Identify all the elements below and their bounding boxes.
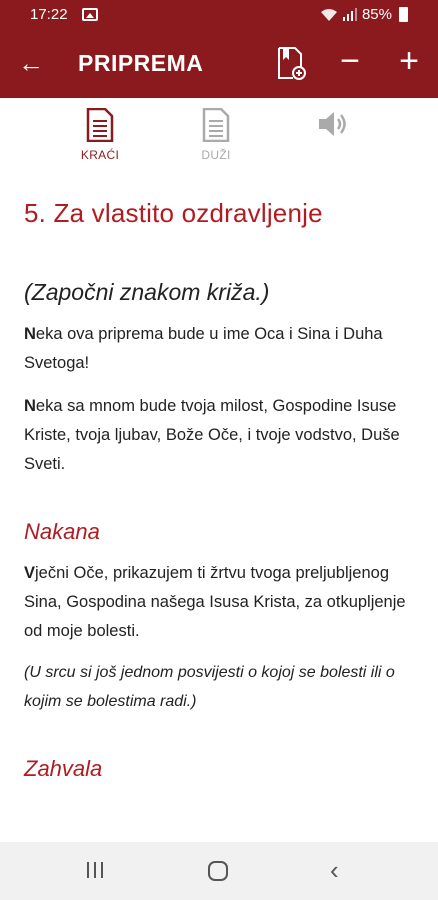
initial-letter: V <box>24 564 36 582</box>
paragraph <box>24 559 416 646</box>
page-title: PRIPREMA <box>78 50 204 76</box>
system-nav-bar <box>0 842 438 900</box>
shorter-label: KRAĆI <box>80 148 120 162</box>
status-time: 17:22 <box>30 6 68 23</box>
paragraph-text: eka sa mnom bude tvoja milost, Gospodine Isuse Kriste, tvoja ljubav, Bože Oče, i tvoje vodstvo, Duše Sveti. <box>24 397 400 473</box>
audio-button[interactable] <box>302 108 362 140</box>
section-heading-thanks: Zahvala <box>24 756 103 781</box>
gallery-notification-icon <box>82 8 98 21</box>
paragraph-text: ječni Oče, prikazujem ti žrtvu tvoga preljubljenog Sina, Gospodina našega Isusa Krista, za otkupljenje od moje bolesti. <box>24 564 406 640</box>
speaker-icon <box>316 108 348 140</box>
longer-version-button[interactable] <box>186 108 246 162</box>
italic-note: (U srcu si još jednom posvijesti o kojoj se bolesti ili o kojim se bolestima radi.) <box>24 664 395 710</box>
longer-label: DUŽI <box>201 148 231 162</box>
zoom-in-icon[interactable]: + <box>399 42 419 80</box>
zoom-out-icon[interactable]: − <box>340 42 360 80</box>
wifi-icon <box>320 8 338 22</box>
status-indicators <box>320 6 408 23</box>
prayer-content[interactable] <box>0 176 438 842</box>
battery-percent: 85% <box>361 6 392 23</box>
paragraph <box>24 320 416 378</box>
app-bar <box>0 30 438 98</box>
initial-letter: N <box>24 325 36 343</box>
signal-icon <box>342 8 358 22</box>
version-toolbar <box>0 98 438 176</box>
intro-instruction: (Započni znakom križa.) <box>24 279 270 305</box>
back-icon[interactable]: ‹ <box>330 855 339 885</box>
status-bar <box>0 0 438 30</box>
document-icon <box>85 108 115 142</box>
battery-icon <box>399 7 408 22</box>
paragraph-text: eka ova priprema bude u ime Oca i Sina i Duha Svetoga! <box>24 325 383 372</box>
initial-letter: N <box>24 397 36 415</box>
bookmark-add-icon[interactable] <box>276 46 306 80</box>
prayer-title: 5. Za vlastito ozdravljenje <box>24 198 323 228</box>
paragraph <box>24 392 416 479</box>
document-icon <box>201 108 231 142</box>
shorter-version-button[interactable] <box>70 108 130 162</box>
recent-apps-icon[interactable] <box>84 860 108 882</box>
home-icon[interactable] <box>208 861 228 881</box>
back-arrow-icon[interactable]: ← <box>18 48 44 78</box>
section-heading-intention: Nakana <box>24 519 100 544</box>
